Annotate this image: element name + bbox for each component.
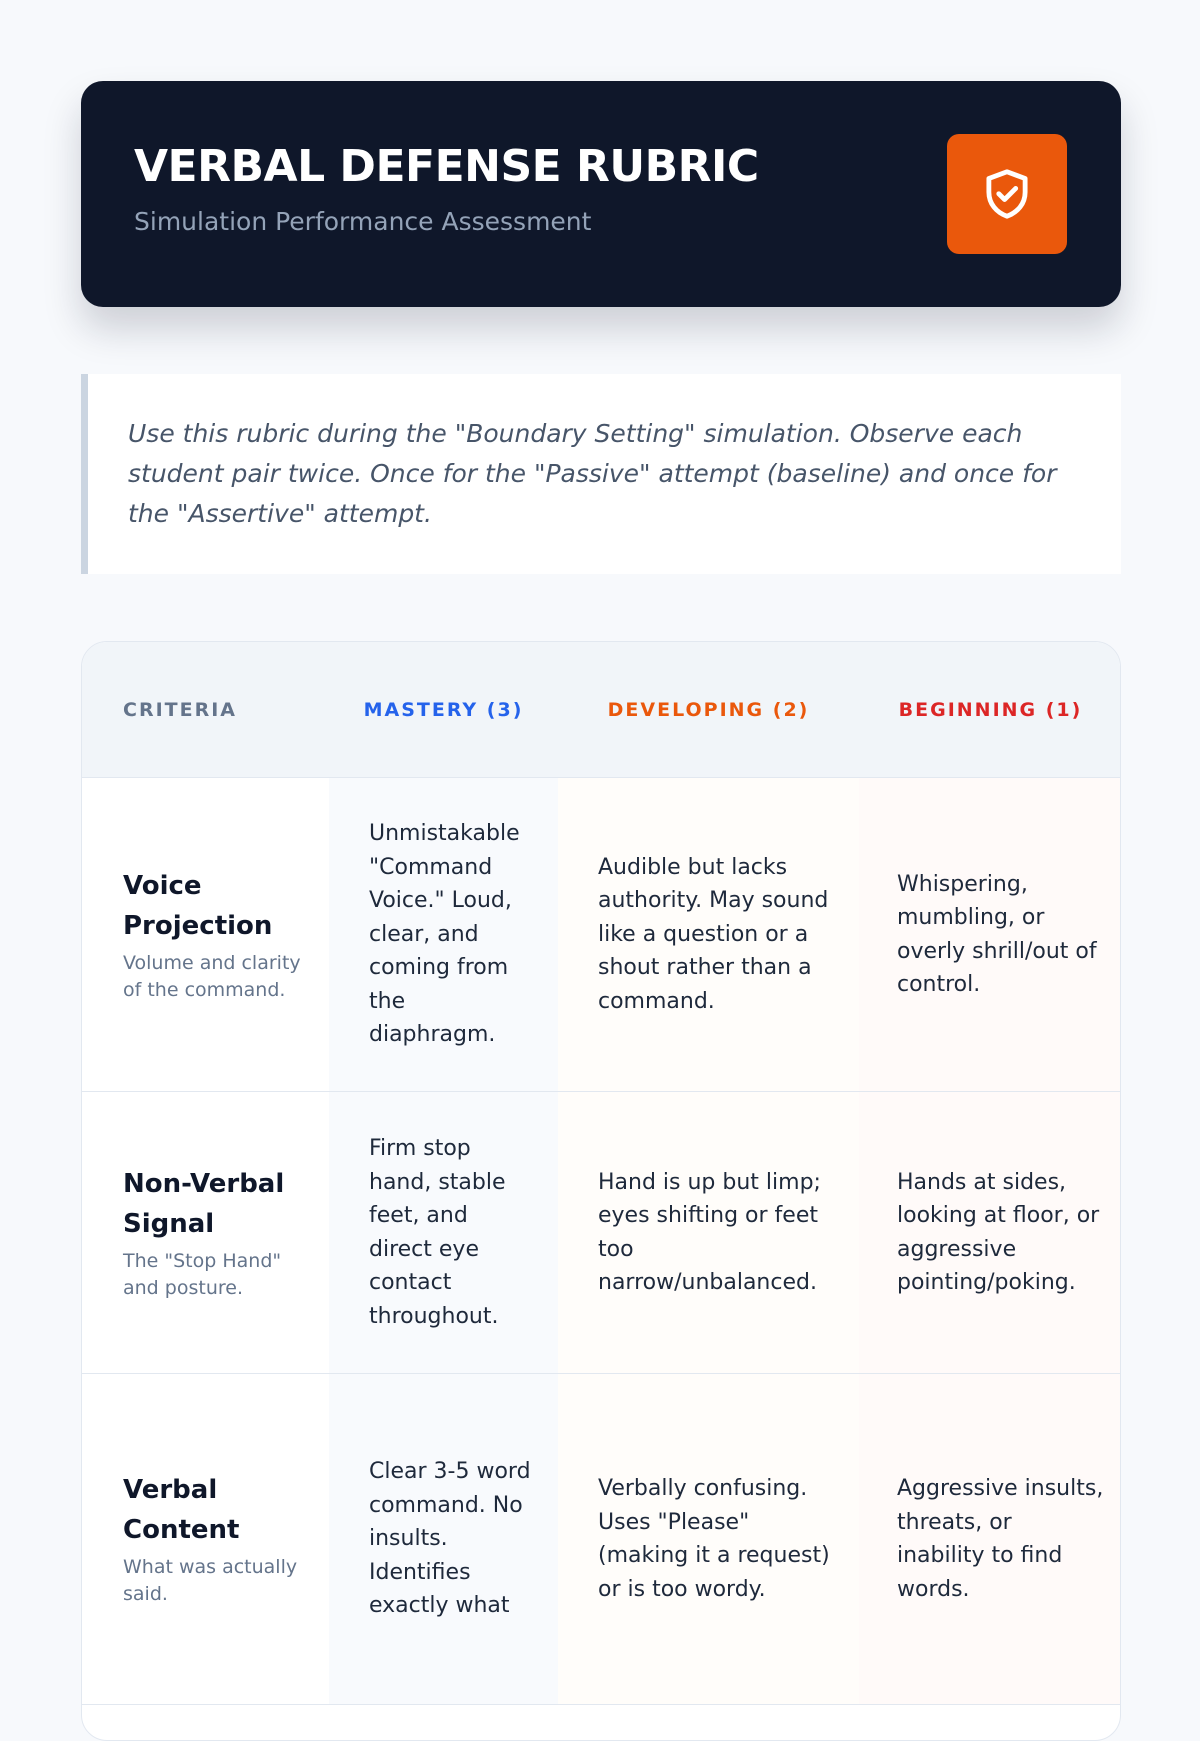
mastery-cell: Unmistakable "Command Voice." Loud, clear, and coming from the diaphragm. — [329, 778, 558, 1092]
beginning-cell: Aggressive insults, threats, or inability to find words. — [859, 1374, 1121, 1705]
criteria-cell — [82, 778, 329, 1092]
column-header-developing: DEVELOPING (2) — [558, 642, 859, 778]
table-header-row — [82, 642, 1121, 778]
criteria-name: Verbal Content — [123, 1475, 240, 1545]
table-row — [82, 1092, 1121, 1374]
page-title: VERBAL DEFENSE RUBRIC — [134, 141, 759, 192]
shield-badge — [947, 134, 1067, 254]
rubric-table — [82, 642, 1121, 1705]
beginning-cell: Whispering, mumbling, or overly shrill/out of control. — [859, 778, 1121, 1092]
developing-cell: Hand is up but limp; eyes shifting or feet too narrow/unbalanced. — [558, 1092, 859, 1374]
developing-cell: Verbally confusing. Uses "Please" (making it a request) or is too wordy. — [558, 1374, 859, 1705]
criteria-name: Voice Projection — [123, 870, 273, 941]
column-header-beginning: BEGINNING (1) — [859, 642, 1121, 778]
mastery-cell: Firm stop hand, stable feet, and direct eye contact throughout. — [329, 1092, 558, 1374]
criteria-cell — [82, 1374, 329, 1705]
criteria-description: What was actually said. — [123, 1556, 298, 1605]
mastery-cell: Clear 3-5 word command. No insults. Identifies exactly what — [329, 1374, 558, 1705]
table-row — [82, 778, 1121, 1092]
shield-check-icon — [978, 165, 1036, 223]
rubric-table-card — [81, 641, 1121, 1741]
page-subtitle: Simulation Performance Assessment — [134, 207, 592, 236]
instructions-text: Use this rubric during the "Boundary Setting" simulation. Observe each student pair twice. Once for the "Passive" attempt (baseline) and once for the "Assertive" attempt. — [128, 419, 1057, 528]
header-card — [81, 81, 1121, 307]
column-header-criteria: CRITERIA — [82, 642, 329, 778]
beginning-cell: Hands at sides, looking at floor, or aggressive pointing/poking. — [859, 1092, 1121, 1374]
criteria-description: The "Stop Hand" and posture. — [123, 1249, 282, 1299]
instructions-note — [81, 374, 1121, 574]
developing-cell: Audible but lacks authority. May sound like a question or a shout rather than a command. — [558, 778, 859, 1092]
criteria-name: Non-Verbal Signal — [123, 1168, 285, 1239]
criteria-cell — [82, 1092, 329, 1374]
table-row — [82, 1374, 1121, 1705]
column-header-mastery: MASTERY (3) — [329, 642, 558, 778]
criteria-description: Volume and clarity of the command. — [123, 951, 301, 1001]
